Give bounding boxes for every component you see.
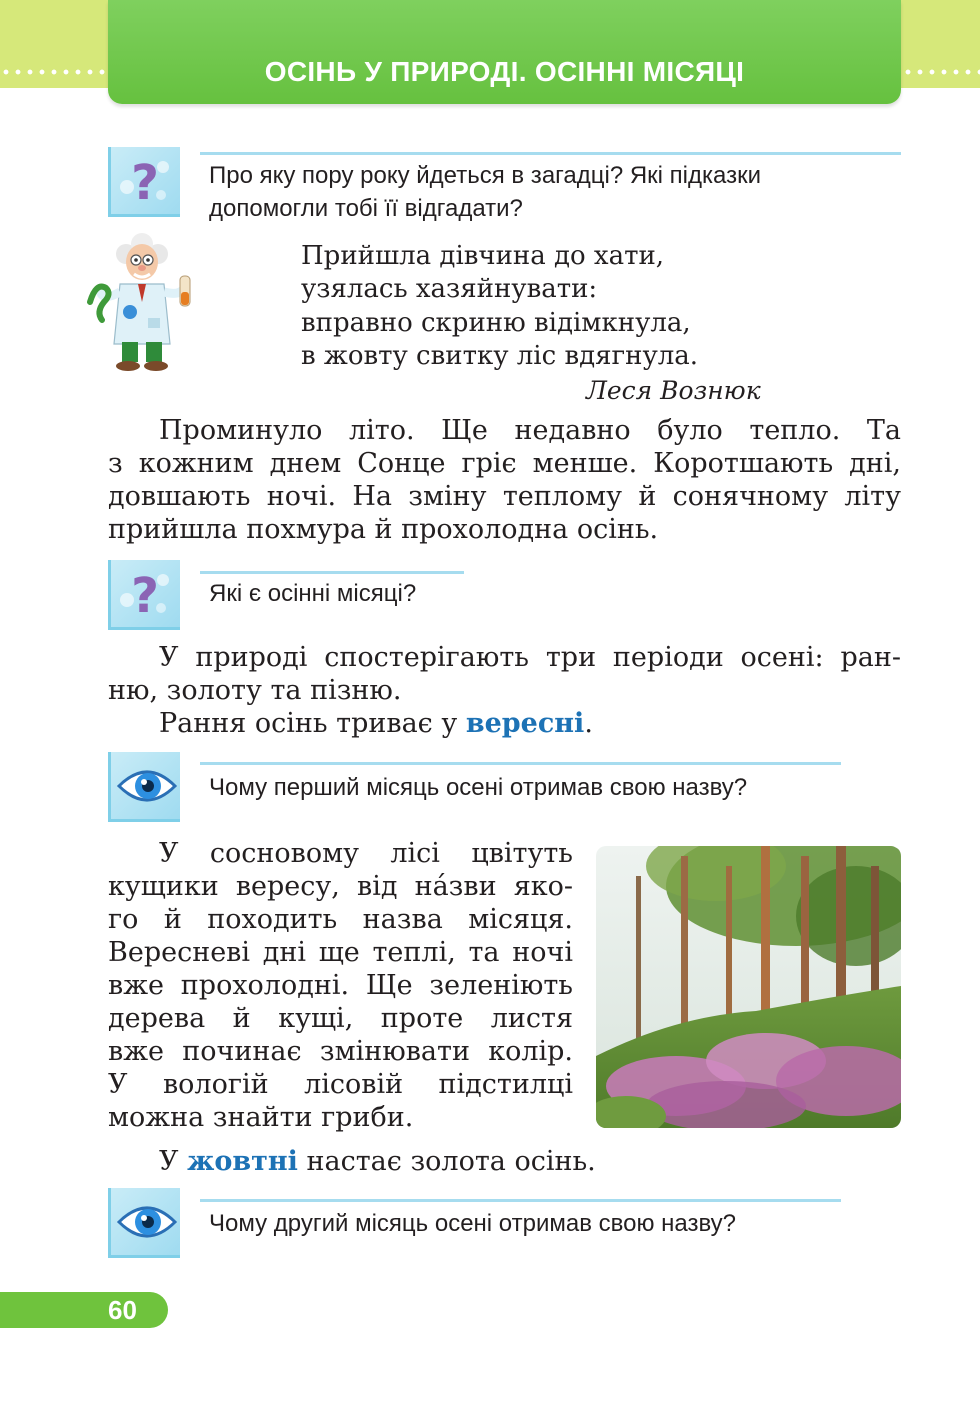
text-line: Проминуло літо. Ще недавно було тепло. Та — [159, 415, 901, 446]
text-line: прийшла похмура й прохолодна осінь. — [108, 514, 659, 545]
text-line: ню, золоту та пізню. — [108, 675, 402, 706]
text-line: У природі спостерігають три періоди осені: ран- — [159, 642, 901, 673]
paragraph — [108, 837, 573, 1134]
text-line: кущики вересу, від на́зви яко- — [108, 871, 573, 902]
question-text: Чому другий місяць осені отримав свою назву? — [209, 1210, 737, 1237]
text-span: настає золота осінь. — [297, 1146, 596, 1177]
poem-author: Леся Вознюк — [586, 376, 761, 405]
question-text: допомогли тобі її відгадати? — [209, 195, 523, 222]
question-icon — [108, 147, 180, 217]
question-rule — [200, 762, 841, 765]
text-line: У вологій лісовій підстилці — [108, 1069, 573, 1100]
header-dots-right — [902, 69, 980, 75]
text-span: У — [159, 1146, 188, 1177]
text-line: довшають ночі. На зміну теплому й сонячному літу — [108, 481, 901, 512]
page-title: ОСІНЬ У ПРИРОДІ. ОСІННІ МІСЯЦІ — [264, 56, 745, 87]
text-line: дерева й кущі, проте листя — [108, 1003, 573, 1034]
poem-line: вправно скриню відімкнула, — [301, 308, 691, 338]
question-rule — [200, 1199, 841, 1202]
text-line: вже починає змінювати колір. — [108, 1036, 573, 1067]
text-line: го й походить назва місяця. — [108, 904, 573, 935]
text-line: Вересневі дні ще теплі, та ночі — [108, 937, 573, 968]
highlight-term: жовтні — [187, 1146, 298, 1177]
paragraph — [108, 641, 901, 740]
text-line — [159, 1145, 596, 1178]
question-icon — [108, 560, 180, 630]
page-number-tab — [0, 1292, 168, 1328]
text-span: . — [584, 708, 593, 739]
text-line: У сосновому лісі цвітуть — [159, 838, 573, 869]
poem-line: в жовту свитку ліс вдягнула. — [301, 341, 699, 371]
text-line: з кожним днем Сонце гріє менше. Коротшають дні, — [108, 448, 901, 479]
header-dots-left — [0, 69, 108, 75]
text-line — [108, 707, 901, 740]
question-rule — [200, 571, 464, 574]
highlight-term: вересні — [465, 708, 585, 739]
question-rule — [200, 152, 901, 155]
page-number: 60 — [108, 1295, 137, 1325]
header-bar — [108, 0, 901, 104]
question-text: Про яку пору року йдеться в загадці? Які підказки — [209, 162, 762, 189]
text-line: вже прохолодні. Ще зеленіють — [108, 970, 573, 1001]
eye-icon — [108, 1188, 180, 1258]
text-line: можна знайти гриби. — [108, 1102, 414, 1133]
paragraph — [108, 414, 901, 546]
svg-text:?: ? — [131, 568, 159, 624]
forest-heather-photo — [596, 846, 901, 1128]
question-text: Чому перший місяць осені отримав свою назву? — [209, 774, 748, 801]
question-text: Які є осінні місяці? — [209, 580, 417, 607]
poem-line: Прийшла дівчина до хати, — [301, 241, 665, 271]
text-span: Рання осінь триває у — [159, 708, 466, 739]
eye-icon — [108, 752, 180, 822]
scientist-illustration — [82, 232, 202, 372]
poem-line: узялась хазяйнувати: — [301, 274, 598, 304]
svg-text:?: ? — [131, 155, 159, 211]
